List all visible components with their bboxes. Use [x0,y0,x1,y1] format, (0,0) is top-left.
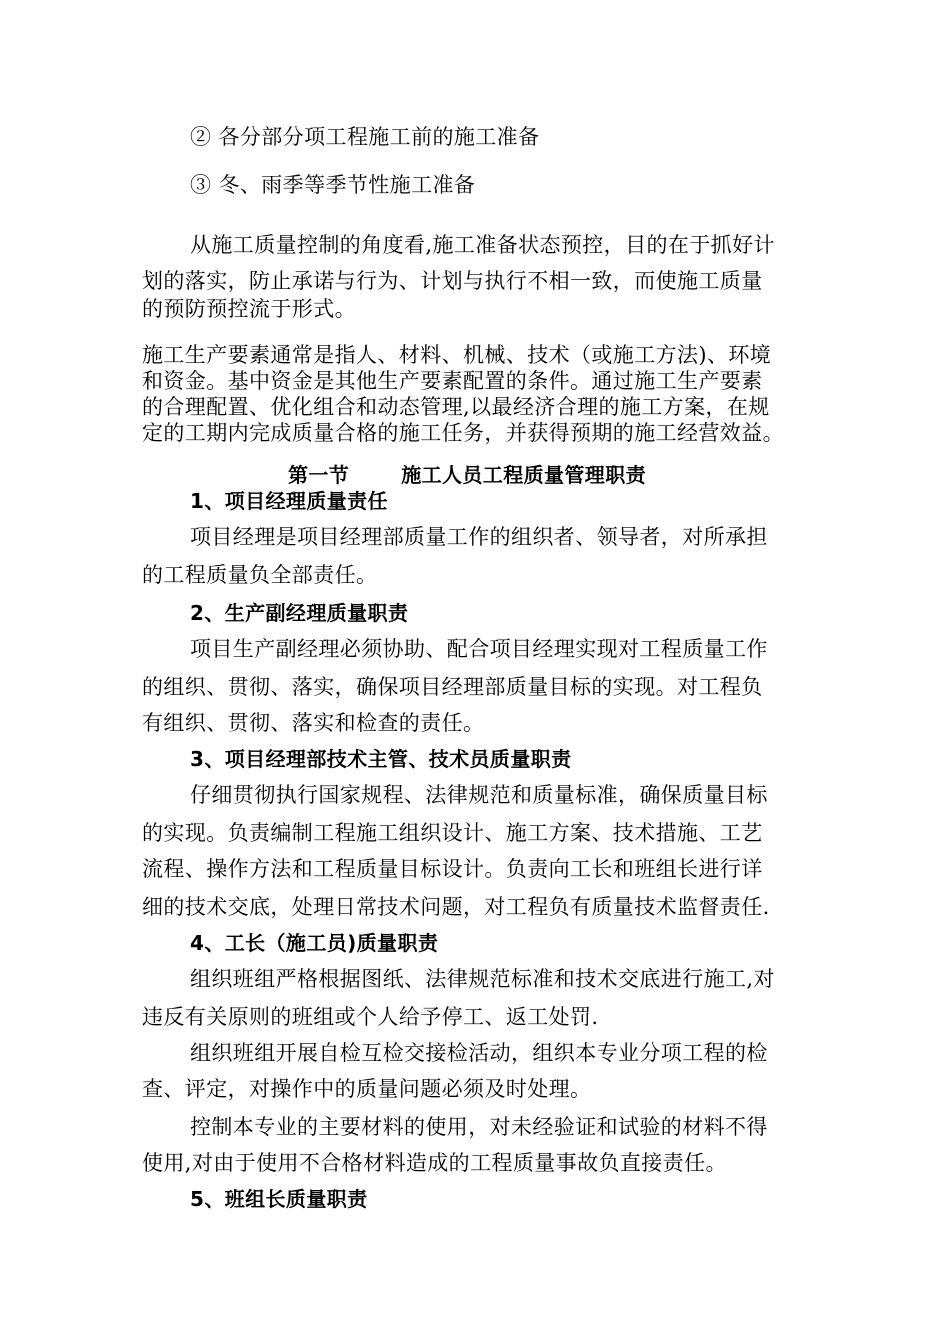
paragraph-line: 控制本专业的主要材料的使用，对未经验证和试验的材料不得 [190,1115,768,1139]
paragraph-line: 项目经理是项目经理部质量工作的组织者、领导者，对所承担 [190,525,768,549]
paragraph-line: 的实现。负责编制工程施工组织设计、施工方案、技术措施、工艺 [142,821,763,845]
paragraph-line: 违反有关原则的班组或个人给予停工、返工处罚. [142,1005,599,1029]
paragraph-line: 组织班组严格根据图纸、法律规范标准和技术交底进行施工,对 [190,967,775,991]
duty-heading-project-manager: 1、项目经理质量责任 [190,489,388,513]
paragraph-line: 施工生产要素通常是指人、材料、机械、技术（或施工方法)、环境 [142,343,772,367]
paragraph-line: 项目生产副经理必须协助、配合项目经理实现对工程质量工作 [190,637,768,661]
paragraph-line: 组织班组开展自检互检交接检活动，组织本专业分项工程的检 [190,1041,768,1065]
section-title [288,462,646,488]
duty-heading-technical-staff: 3、项目经理部技术主管、技术员质量职责 [190,747,572,771]
paragraph-line: 的合理配置、优化组合和动态管理,以最经济合理的施工方案，在规 [142,395,770,419]
duty-heading-foreman: 4、工长（施工员)质量职责 [190,931,439,955]
paragraph-line: 仔细贯彻执行国家规程、法律规范和质量标准，确保质量目标 [190,783,768,807]
paragraph-line: 使用,对由于使用不合格材料造成的工程质量事故负直接责任。 [142,1151,727,1175]
paragraph-line: 从施工质量控制的角度看,施工准备状态预控，目的在于抓好计 [190,233,775,257]
section-number: 第一节 [288,463,350,487]
paragraph-line: 的组织、贯彻、落实，确保项目经理部质量目标的实现。对工程负 [142,675,763,699]
list-item-prep-subitems: ② 各分部分项工程施工前的施工准备 [190,125,540,149]
paragraph-line: 流程、操作方法和工程质量目标设计。负责向工长和班组长进行详 [142,857,763,881]
paragraph-line: 和资金。基中资金是其他生产要素配置的条件。通过施工生产要素 [142,369,763,393]
paragraph-line: 细的技术交底，处理日常技术问题，对工程负有质量技术监督责任. [142,895,770,919]
paragraph-line: 有组织、贯彻、落实和检查的责任。 [142,711,485,735]
section-title-text: 施工人员工程质量管理职责 [401,463,647,487]
paragraph-line: 的工程质量负全部责任。 [142,563,378,587]
list-item-prep-seasonal: ③ 冬、雨季等季节性施工准备 [190,173,476,197]
paragraph-line: 划的落实，防止承诺与行为、计划与执行不相一致，而使施工质量 [142,269,763,293]
duty-heading-deputy-manager: 2、生产副经理质量职责 [190,601,409,625]
paragraph-line: 定的工期内完成质量合格的施工任务，并获得预期的施工经营效益。 [142,421,784,445]
duty-heading-team-leader: 5、班组长质量职责 [190,1187,368,1211]
paragraph-line: 的预防预控流于形式。 [142,297,356,321]
paragraph-line: 查、评定，对操作中的质量问题必须及时处理。 [142,1077,592,1101]
